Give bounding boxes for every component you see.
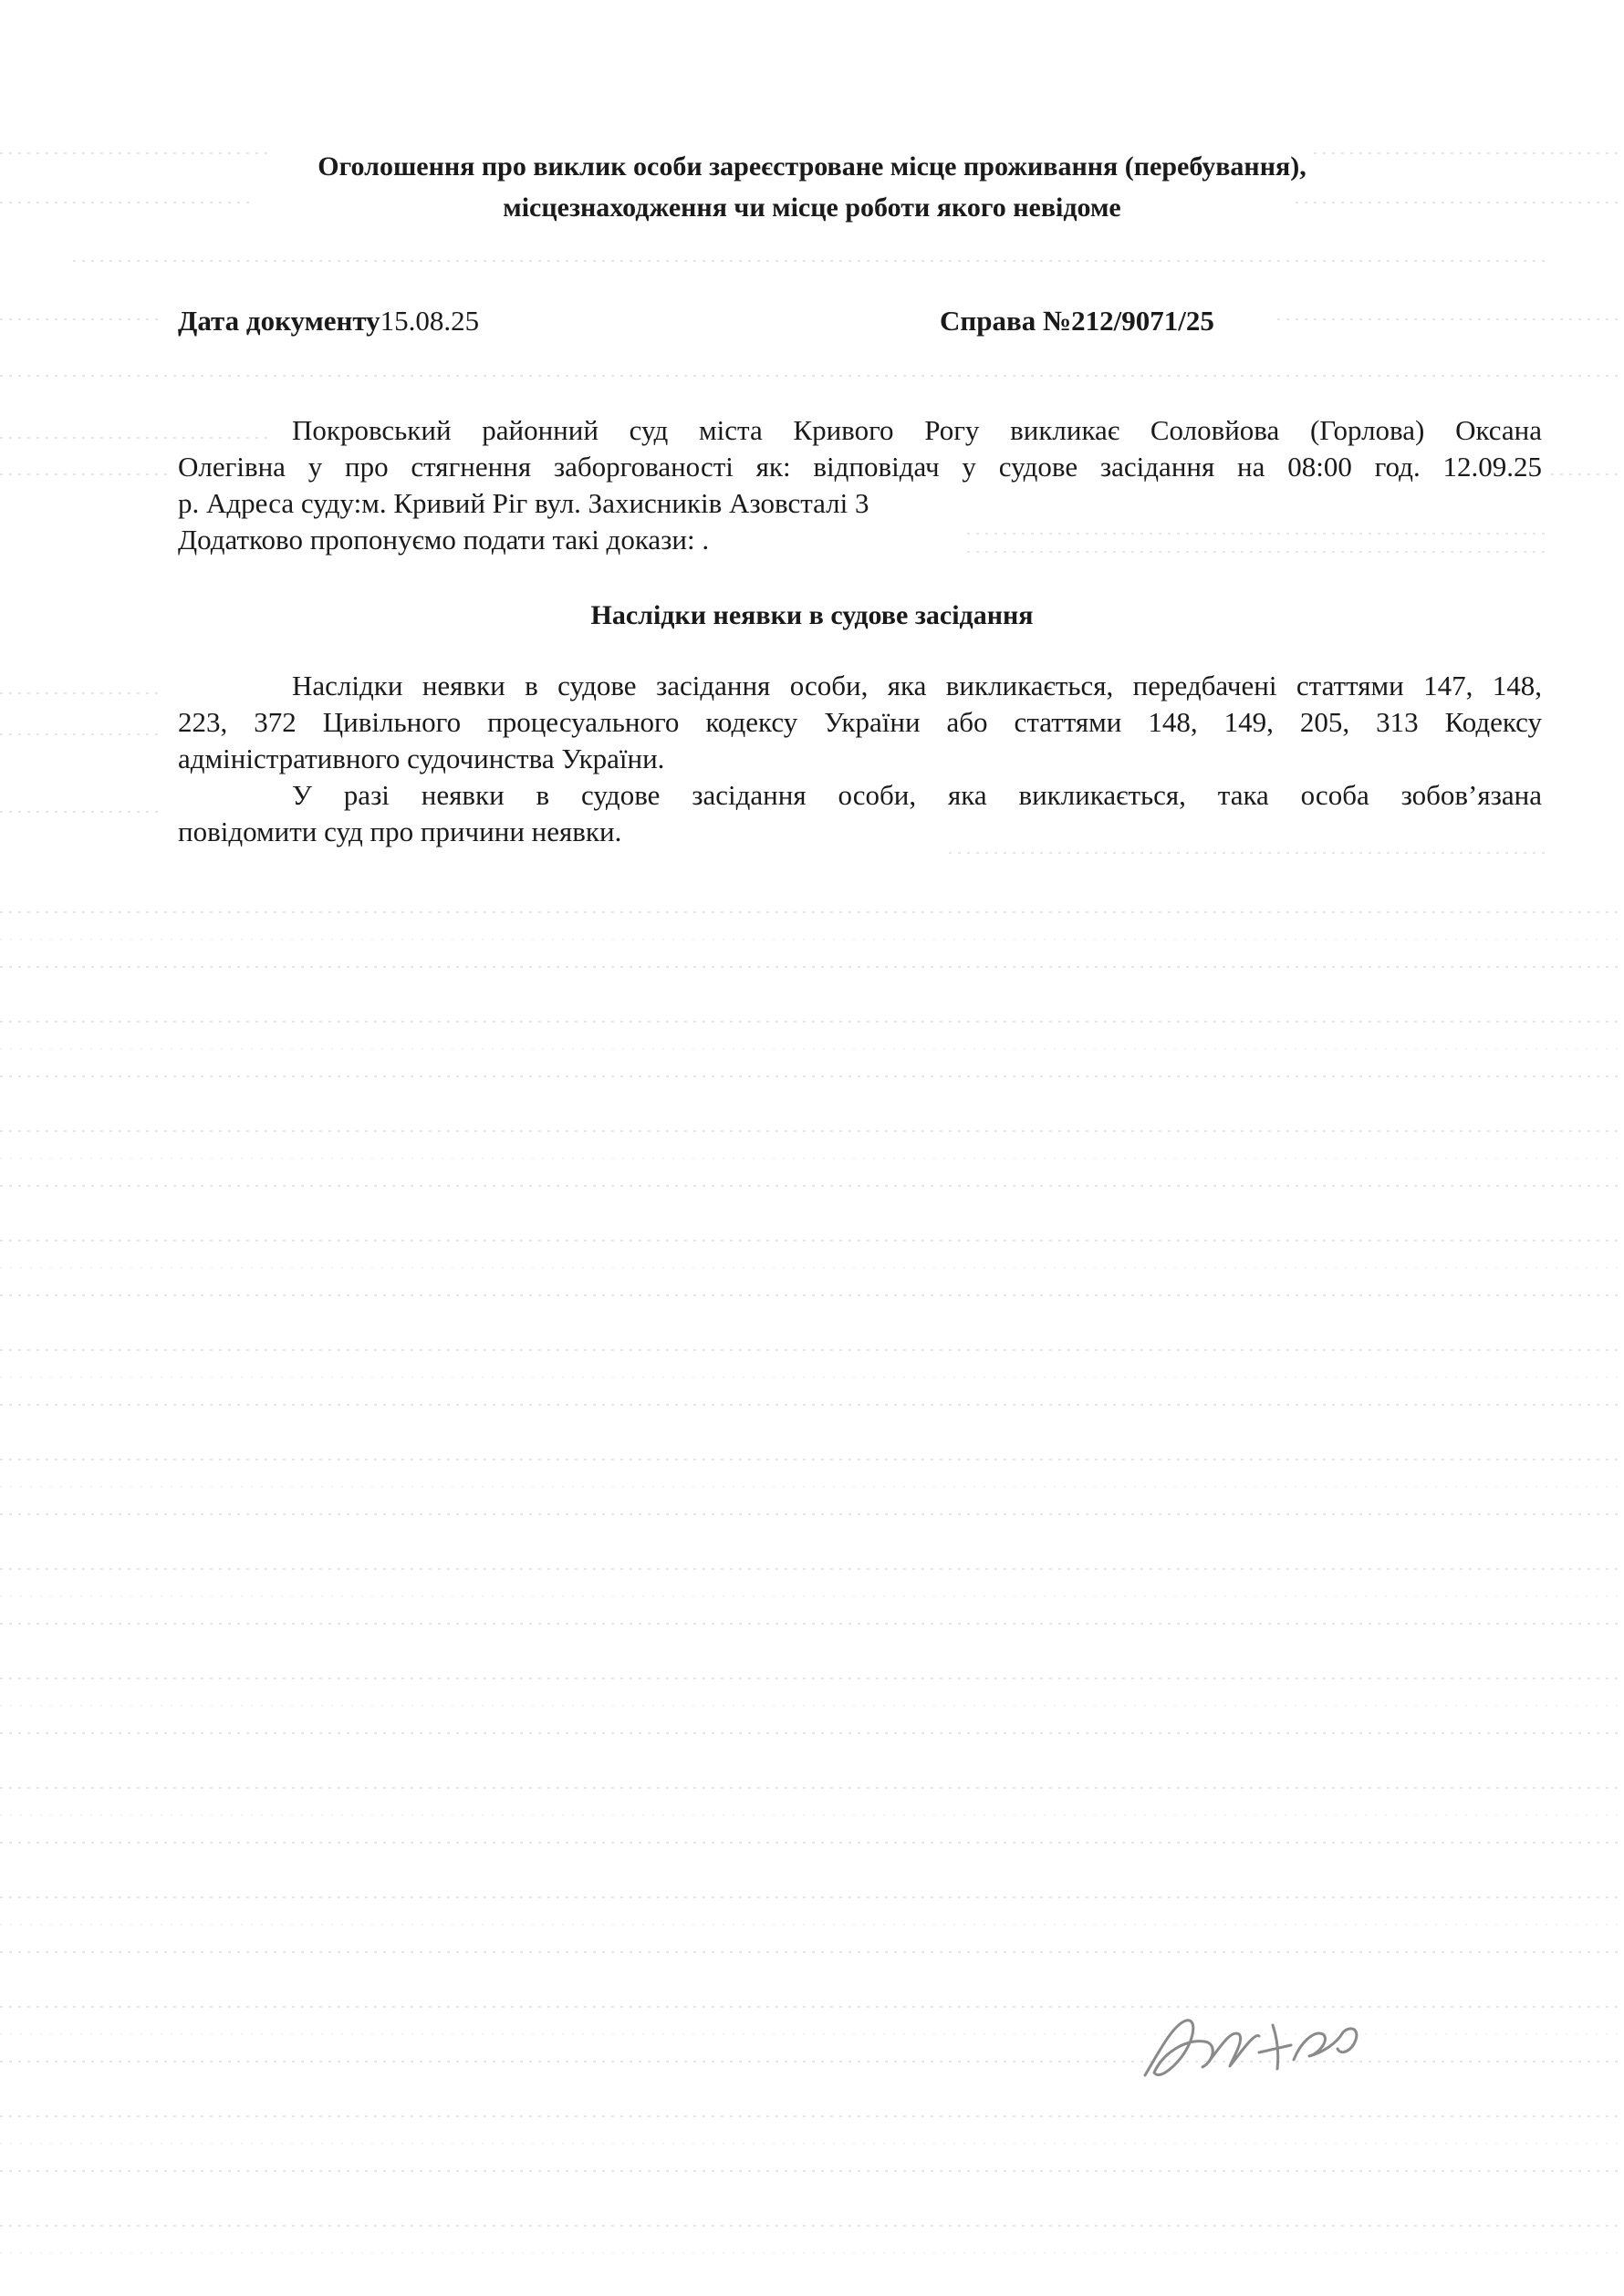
consequences-line-5: повідомити суд про причини неявки. <box>178 816 622 847</box>
summons-paragraph <box>178 412 1542 558</box>
document-title <box>164 146 1460 228</box>
consequences-line-2: 223, 372 Цивільного процесуального кодексу України або статтями 148, 149, 205, 313 Кодексу <box>178 706 1542 738</box>
consequences-line-4 <box>178 777 1542 814</box>
summons-line-2: Олегівна у про стягнення заборгованості як: відповідач у судове засідання на 08:00 год. 12.09.25 <box>178 451 1542 483</box>
summons-line-1 <box>178 412 1542 449</box>
consequences-line-3: адміністративного судочинства України. <box>178 743 665 774</box>
case-value: 212/9071/25 <box>1071 305 1214 337</box>
consequences-paragraph <box>178 668 1542 850</box>
consequences-line-1 <box>178 668 1542 704</box>
summons-line-3: р. Адреса суду:м. Кривий Ріг вул. Захисників Азовсталі 3 <box>178 487 869 519</box>
consequences-text-1: Наслідки неявки в судове засідання особи, яка викликається, передбачені статтями 147, 148, <box>292 670 1542 701</box>
title-line-2: місцезнаходження чи місце роботи якого невідоме <box>503 192 1121 223</box>
consequences-text-4: У разі неявки в судове засідання особи, яка викликається, така особа зобов’язана <box>292 779 1542 811</box>
document-date <box>178 305 479 338</box>
case-number <box>940 305 1214 338</box>
summons-text-1: Покровський районний суд міста Кривого Рогу викликає Соловйова (Горлова) Оксана <box>292 414 1542 446</box>
title-line-1: Оголошення про виклик особи зареєстроване місце проживання (перебування), <box>318 151 1306 182</box>
date-value: 15.08.25 <box>380 305 480 337</box>
case-label: Справа № <box>940 305 1072 337</box>
consequences-heading: Наслідки неявки в судове засідання <box>590 600 1034 630</box>
summons-line-4: Додатково пропонуємо подати такі докази: . <box>178 524 710 556</box>
handwritten-signature <box>1131 1989 1405 2098</box>
date-label: Дата документу <box>178 305 380 337</box>
